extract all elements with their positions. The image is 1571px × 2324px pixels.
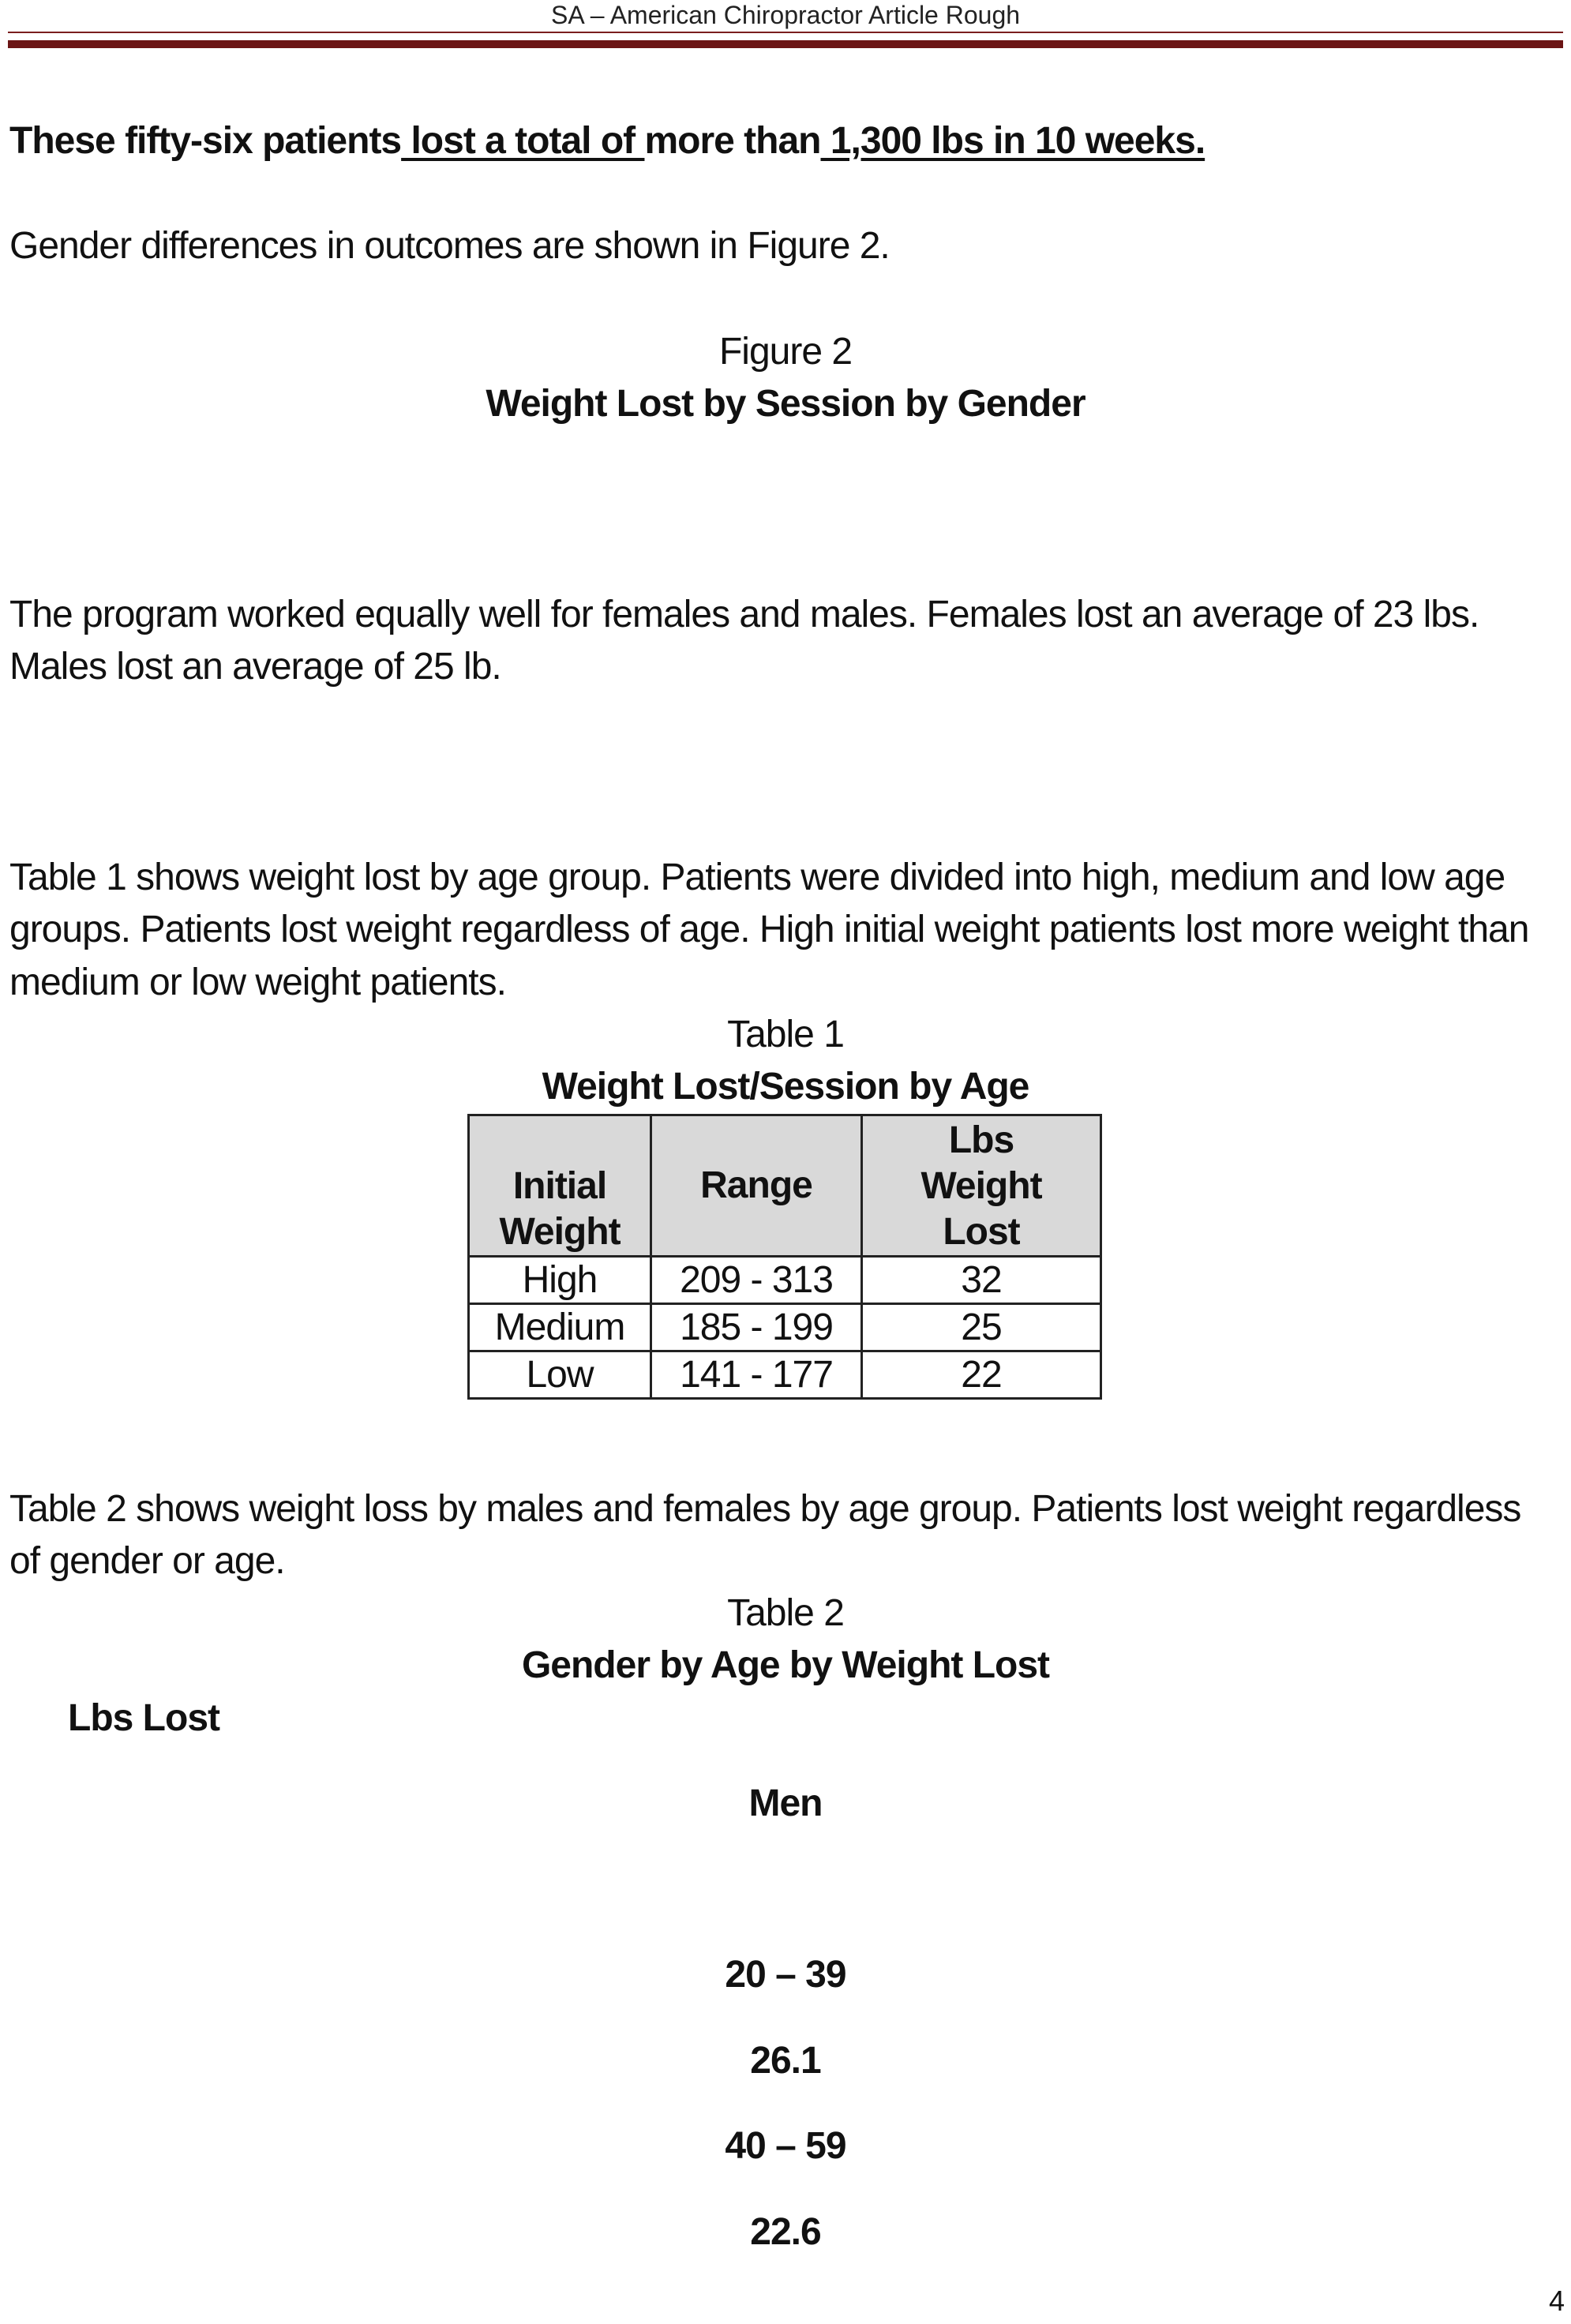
page-number: 4 [1548,2285,1565,2317]
intro-part1: These fifty-six patients [9,120,402,162]
table1-paragraph-line2: groups. Patients lost weight regardless of age. High initial weight patients lost more weight than [9,909,1529,950]
table1-cell-lbs-lost: 32 [862,1257,1101,1304]
table1-paragraph-line3: medium or low weight patients. [9,961,506,1003]
header-rule-thick [8,40,1563,48]
gender-sentence: Gender differences in outcomes are shown in Figure 2. [9,225,890,267]
table1-header-initial-weight [469,1115,651,1257]
table-row [469,1257,1101,1304]
figure2-label: Figure 2 [718,331,853,373]
program-paragraph-line2: Males lost an average of 25 lb. [9,646,501,688]
table1-header-lbs-lost [862,1115,1101,1257]
table1 [467,1114,1102,1400]
intro-sentence [9,115,1205,167]
table2-men-label: Men [748,1782,823,1824]
table-row [469,1304,1101,1351]
table2-entry: 26.1 [750,2040,821,2082]
table1-cell-initial-weight: Low [469,1351,651,1399]
table2-entry: 20 – 39 [725,1954,846,1996]
table1-label: Table 1 [727,1014,844,1055]
table2-paragraph-line1: Table 2 shows weight loss by males and females by age group. Patients lost weight regardless [9,1488,1521,1530]
table1-title: Weight Lost/Session by Age [542,1066,1029,1108]
program-paragraph-line1: The program worked equally well for females and males. Females lost an average of 23 lbs. [9,594,1479,635]
table1-cell-range: 185 - 199 [651,1304,862,1351]
table1-cell-range: 209 - 313 [651,1257,862,1304]
table1-cell-initial-weight: High [469,1257,651,1304]
intro-part2: lost a total of [401,120,645,162]
table2-lbs-lost-label: Lbs Lost [68,1697,219,1739]
table1-header-row [469,1115,1101,1257]
table2-title: Gender by Age by Weight Lost [521,1644,1050,1686]
table1-cell-initial-weight: Medium [469,1304,651,1351]
figure2-title: Weight Lost by Session by Gender [486,383,1085,425]
table1-cell-range: 141 - 177 [651,1351,862,1399]
table1-cell-lbs-lost: 25 [862,1304,1101,1351]
table1-header-lbs-line1: Lbs [948,1119,1014,1161]
header-rule-thin [8,32,1563,33]
running-header: SA – American Chiropractor Article Rough [550,1,1021,29]
table1-paragraph-line1: Table 1 shows weight lost by age group. Patients were divided into high, medium and low age [9,857,1505,898]
intro-part3: more than [644,120,821,162]
table1-header-initial-line2: Weight [499,1211,621,1253]
table2-entry: 40 – 59 [725,2125,846,2167]
table1-header-lbs-line2: Weight [920,1165,1042,1207]
table1-cell-lbs-lost: 22 [862,1351,1101,1399]
table2-entry: 22.6 [750,2211,821,2253]
table1-header-initial-line1: Initial [512,1165,607,1207]
table2-paragraph-line2: of gender or age. [9,1540,285,1582]
table-row [469,1351,1101,1399]
table1-header-lbs-line3: Lost [943,1211,1020,1253]
table2-label: Table 2 [727,1592,844,1634]
table1-header-range: Range [651,1115,862,1257]
intro-part4: 1,300 lbs in 10 weeks. [820,120,1205,162]
